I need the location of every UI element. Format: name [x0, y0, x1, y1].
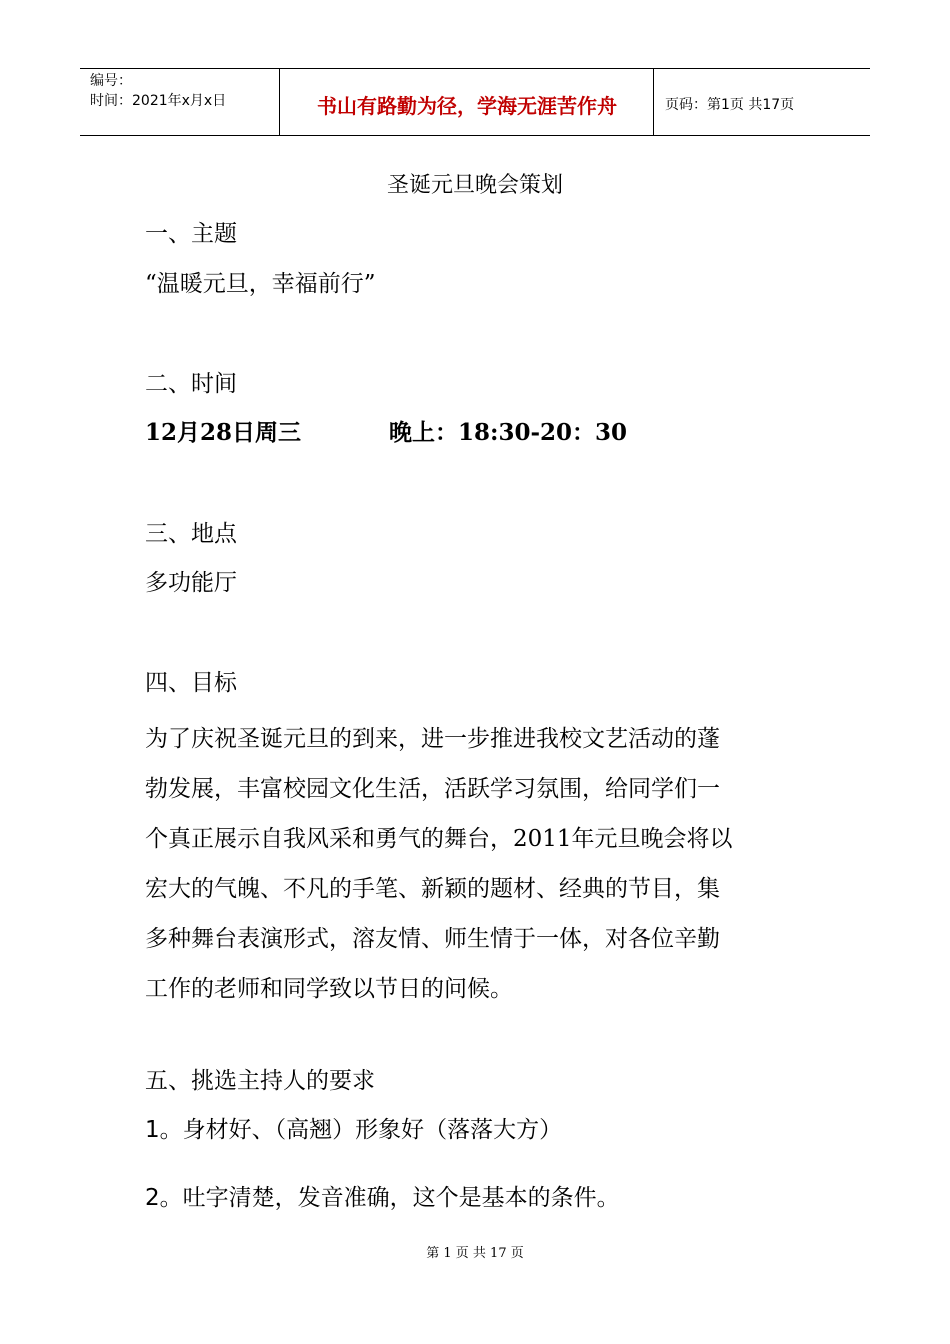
section-goal-paragraph — [145, 714, 825, 1014]
host-requirement-1-text: 。身材好、（高翘）形象好（落落大方） — [159, 1117, 563, 1143]
goal-line: 个真正展示自我风采和勇气的舞台，2011年元旦晚会将以 — [145, 826, 733, 852]
host-requirement-2 — [145, 1180, 620, 1216]
goal-line: 工作的老师和同学致以节日的问候。 — [145, 976, 513, 1002]
goal-line: 勃发展，丰富校园文化生活，活跃学习氛围，给同学们一 — [145, 776, 720, 802]
header-page-info: 页码：第1页 共17页 — [665, 97, 795, 113]
header-time-label: 时间：2021年x月x日 — [90, 93, 227, 109]
section-time-date: 12月28日周三 — [145, 419, 302, 446]
section-time-hours: 晚上：18:30-20：30 — [389, 419, 628, 446]
page-header — [80, 68, 870, 136]
section-place-text: 多功能厅 — [145, 570, 237, 596]
section-goal-heading: 四、目标 — [145, 670, 237, 696]
section-time-heading: 二、时间 — [145, 371, 237, 397]
section-theme-heading: 一、主题 — [145, 221, 237, 247]
header-motto: 书山有路勤为径，学海无涯苦作舟 — [281, 69, 654, 135]
page-footer: 第 1 页 共 17 页 — [426, 1246, 524, 1261]
section-place-heading: 三、地点 — [145, 521, 237, 547]
goal-line: 宏大的气魄、不凡的手笔、新颖的题材、经典的节目，集 — [145, 876, 720, 902]
header-number-label: 编号： — [90, 73, 132, 89]
host-requirement-1-number: 1 — [145, 1117, 160, 1143]
host-requirement-2-text: 。吐字清楚，发音准确，这个是基本的条件。 — [159, 1185, 620, 1211]
header-meta-cell — [80, 69, 280, 135]
host-requirement-1 — [145, 1112, 562, 1148]
section-host-heading: 五、挑选主持人的要求 — [145, 1068, 375, 1094]
goal-line: 多种舞台表演形式，溶友情、师生情于一体，对各位辛勤 — [145, 926, 720, 952]
section-theme-text: “温暖元旦，幸福前行” — [145, 271, 376, 297]
host-requirement-2-number: 2 — [145, 1185, 160, 1211]
document-title: 圣诞元旦晚会策划 — [386, 173, 563, 198]
goal-line: 为了庆祝圣诞元旦的到来，进一步推进我校文艺活动的蓬 — [145, 726, 720, 752]
